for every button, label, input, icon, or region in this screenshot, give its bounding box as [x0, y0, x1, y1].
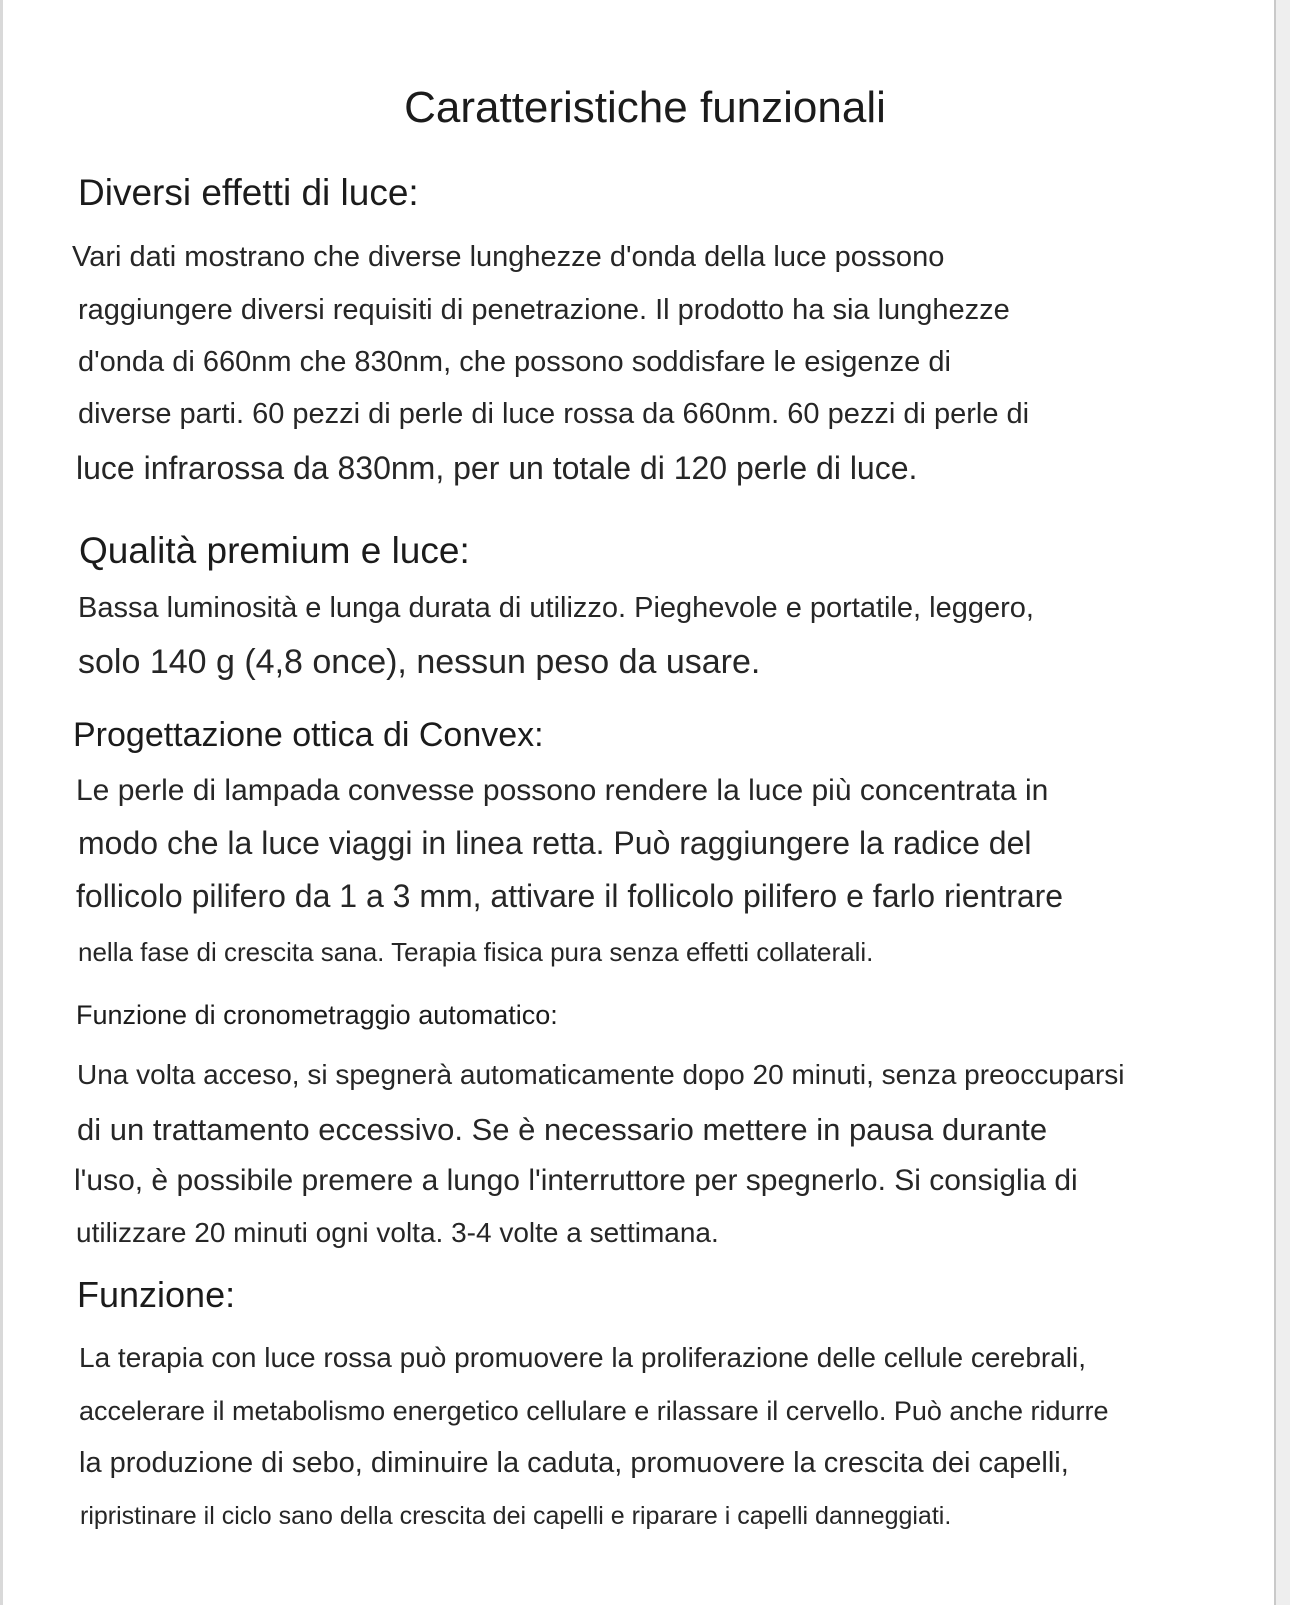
paragraph-line: Bassa luminosità e lunga durata di utilizzo. Pieghevole e portatile, leggero,: [78, 592, 1034, 624]
page-title: Caratteristiche funzionali: [404, 83, 886, 132]
paragraph-line: di un trattamento eccessivo. Se è necessario mettere in pausa durante: [77, 1112, 1048, 1147]
section-heading: Diversi effetti di luce:: [78, 172, 419, 213]
paragraph-line: Vari dati mostrano che diverse lunghezze d'onda della luce possono: [72, 241, 945, 273]
page-right-border: [1274, 0, 1290, 1605]
paragraph-line: la produzione di sebo, diminuire la caduta, promuovere la crescita dei capelli,: [79, 1447, 1069, 1479]
paragraph-line: d'onda di 660nm che 830nm, che possono soddisfare le esigenze di: [78, 346, 951, 378]
paragraph-line: utilizzare 20 minuti ogni volta. 3-4 volte a settimana.: [76, 1217, 719, 1248]
paragraph-line: diverse parti. 60 pezzi di perle di luce rossa da 660nm. 60 pezzi di perle di: [78, 398, 1030, 430]
section-heading: Funzione:: [77, 1274, 236, 1315]
paragraph-line: follicolo pilifero da 1 a 3 mm, attivare il follicolo pilifero e farlo rientrare: [76, 878, 1064, 914]
paragraph-line: luce infrarossa da 830nm, per un totale di 120 perle di luce.: [76, 450, 918, 486]
paragraph-line: l'uso, è possibile premere a lungo l'interruttore per spegnerlo. Si consiglia di: [74, 1164, 1078, 1197]
paragraph-line: modo che la luce viaggi in linea retta. Può raggiungere la radice del: [78, 825, 1032, 861]
section-heading: Funzione di cronometraggio automatico:: [76, 1000, 558, 1030]
paragraph-line: Le perle di lampada convesse possono rendere la luce più concentrata in: [76, 774, 1049, 807]
paragraph-line: Una volta acceso, si spegnerà automaticamente dopo 20 minuti, senza preoccuparsi: [77, 1059, 1125, 1090]
paragraph-line: solo 140 g (4,8 once), nessun peso da usare.: [78, 643, 761, 681]
section-heading: Qualità premium e luce:: [79, 530, 470, 571]
paragraph-line: ripristinare il ciclo sano della crescita dei capelli e riparare i capelli danneggiati.: [80, 1502, 952, 1530]
section-heading: Progettazione ottica di Convex:: [73, 716, 544, 754]
paragraph-line: La terapia con luce rossa può promuovere la proliferazione delle cellule cerebrali,: [79, 1342, 1087, 1373]
paragraph-line: accelerare il metabolismo energetico cellulare e rilassare il cervello. Può anche ridurre: [79, 1396, 1109, 1426]
paragraph-line: nella fase di crescita sana. Terapia fisica pura senza effetti collaterali.: [78, 937, 874, 967]
paragraph-line: raggiungere diversi requisiti di penetrazione. Il prodotto ha sia lunghezze: [78, 294, 1010, 326]
